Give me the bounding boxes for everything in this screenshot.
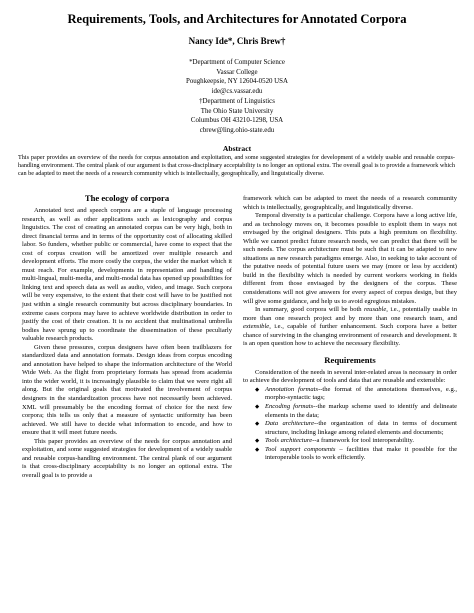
requirements-list xyxy=(243,386,457,463)
requirement-description: – facilities that make it possible for the interoperable tools to work efficiently. xyxy=(265,445,457,462)
affiliation-line: Vassar College xyxy=(216,68,258,76)
requirement-term: Tools architecture xyxy=(265,437,313,445)
right-column xyxy=(243,195,457,463)
body-paragraph: Given these pressures, corpus designers have often been trailblazers for standardized data and annotation formats. Design ideas from corpus encoding and annotation have helped to shape the information architecture of the World Wide Web. As the flight from proprietary formats has spread from academia into the wider world, it is increasingly plausible to claim that we were right all along. But the original goals that motivated the involvement of corpus designers in the standardization process have not necessarily been achieved. XML will presumably be the encoding format of choice for the next few corpora; this tells us only that a measure of syntactic uniformity has been achieved. We still have to decide what information to encode, and how to ensure that it will meet future needs. xyxy=(22,343,232,437)
author-list: Nancy Ide*, Chris Brew† xyxy=(188,36,286,46)
abstract-heading: Abstract xyxy=(222,144,252,153)
affiliation-line: Poughkeepsie, NY 12604-0520 USA xyxy=(186,78,288,86)
body-paragraph: This paper provides an overview of the needs for corpus annotation and exploitation, and some suggested strategies for development of a widely usable and reusable corpus-handling environment. The central plank of our argument is that cross-disciplinary acceptability is no longer an optional extra. The overall goal is to provide a xyxy=(22,437,232,479)
diamond-bullet-icon: ◆ xyxy=(255,404,260,411)
left-column xyxy=(22,192,232,481)
list-item xyxy=(255,437,457,446)
requirement-term: Annotation formats xyxy=(265,385,319,393)
list-item xyxy=(255,386,457,403)
paper-title: Requirements, Tools, and Architectures for Annotated Corpora xyxy=(67,12,407,26)
body-paragraph xyxy=(243,306,457,349)
body-paragraph: Annotated text and speech corpora are a staple of language processing research, as well as other applications such as lexicography and corpus linguistics. The cost of creating an annotated corpus can be very high, both in direct financial terms and in terms of the opportunity cost of allocating skilled labor. So funders, whether public or commercial, have come to expect that the cost of corpus creation will be amortized over multiple research and development efforts. The more costly the corpus, the wider the market which it must reach. For example, developments in representation and handling of multi-lingual, multi-media, and multi-modal data has opened up possibilities for linking text and speech data as well as audio, video, and image. Such corpora will be very expensive, to the extent that their cost will have to be justified not just within a single research community but across disciplinary boundaries. In extreme cases corpora may have to achieve worldwide distribution in order to justify the cost of their creation. It is no accident that multinational umbrella bodies have sprung up to coordinate the dissemination of these peculiarly valuable research products. xyxy=(22,207,233,343)
paragraph-text: , i.e., capable of further enhancement. Such corpora have a better chance of surviving in the changing environment of research and development. It is an open question how to achieve the necessary flexibility. xyxy=(243,323,457,348)
requirement-term: Encoding formats xyxy=(265,403,314,411)
affiliation-vassar xyxy=(0,58,474,96)
paragraph-text: In summary, good corpora will be both xyxy=(255,306,364,314)
affiliation-ohio-state xyxy=(0,97,474,135)
affiliation-line: The Ohio State University xyxy=(200,107,274,115)
diamond-bullet-icon: ◆ xyxy=(255,386,260,393)
section-heading-ecology: The ecology of corpora xyxy=(84,193,170,203)
affiliation-line: *Department of Computer Science xyxy=(189,59,285,66)
requirement-term: Tool support components xyxy=(265,445,336,453)
term-reusable: reusable xyxy=(363,306,387,314)
abstract-text: This paper provides an overview of the needs for corpus annotation and exploitation, and some suggested strategies for development of a widely usable and reusable corpus-handling environment. The central plank of our argument is that cross-disciplinary acceptability is no longer an optional extra. The overall goal is to provide a framework which can be adapted to meet the needs of a research community which is intellectually, geographically, and linguistically diverse. xyxy=(18,154,455,178)
paragraph-text: , i.e., potentially usable in more than one research project and by more than one research team, and xyxy=(243,306,457,322)
list-item xyxy=(255,420,457,437)
diamond-bullet-icon: ◆ xyxy=(255,438,260,445)
body-paragraph: Temporal diversity is a particular challenge. Corpora have a long active life, and as technology moves on, it becomes possible to exploit them in ways not envisaged by the original designers. This puts a high premium on flexibility. While we cannot predict future research needs, we can predict that there will be such needs. The corpus architecture must be such that it can be adapted to new situations as new research paradigms emerge. Also, in seeking to take account of the putative needs of potential future users we may (more or less by accident) build in the flexibility which is needed by current workers working in fields different from those envisaged by the designers of the corpus. These considerations will not give answers for every aspect of corpus design, but they will give some guidance, and help us to avoid egregious mistakes. xyxy=(243,212,457,305)
list-item xyxy=(255,446,457,463)
section-heading-requirements: Requirements xyxy=(324,354,376,365)
affiliation-line: Columbus OH 43210-1298, USA xyxy=(190,117,284,125)
requirement-description: --a framework for tool interoperability. xyxy=(312,437,415,445)
requirement-description: --the format of the annotations themselves, e.g., morpho-syntactic tags; xyxy=(265,385,457,402)
requirement-description: --the markup scheme used to identify and delineate elements in the data; xyxy=(265,403,457,419)
diamond-bullet-icon: ◆ xyxy=(255,421,260,428)
requirement-description: --the organization of data in terms of document structure, including linkage among related elements and documents; xyxy=(265,420,457,436)
requirement-term: Data architecture xyxy=(265,420,314,428)
affiliation-email: ide@cs.vassar.edu xyxy=(211,87,263,95)
affiliation-email: cbrew@ling.ohio-state.edu xyxy=(199,126,275,134)
affiliation-line: †Department of Linguistics xyxy=(199,98,275,105)
list-item xyxy=(255,403,457,420)
body-paragraph-continued: framework which can be adapted to meet the needs of a research community which is intellectually, geographically, and linguistically diverse. xyxy=(243,195,457,211)
body-paragraph: Consideration of the needs in several inter-related areas is necessary in order to achieve the development of tools and data that are reusable and extensible: xyxy=(243,368,457,385)
diamond-bullet-icon: ◆ xyxy=(255,446,260,453)
term-extensible: extensible xyxy=(243,323,270,331)
